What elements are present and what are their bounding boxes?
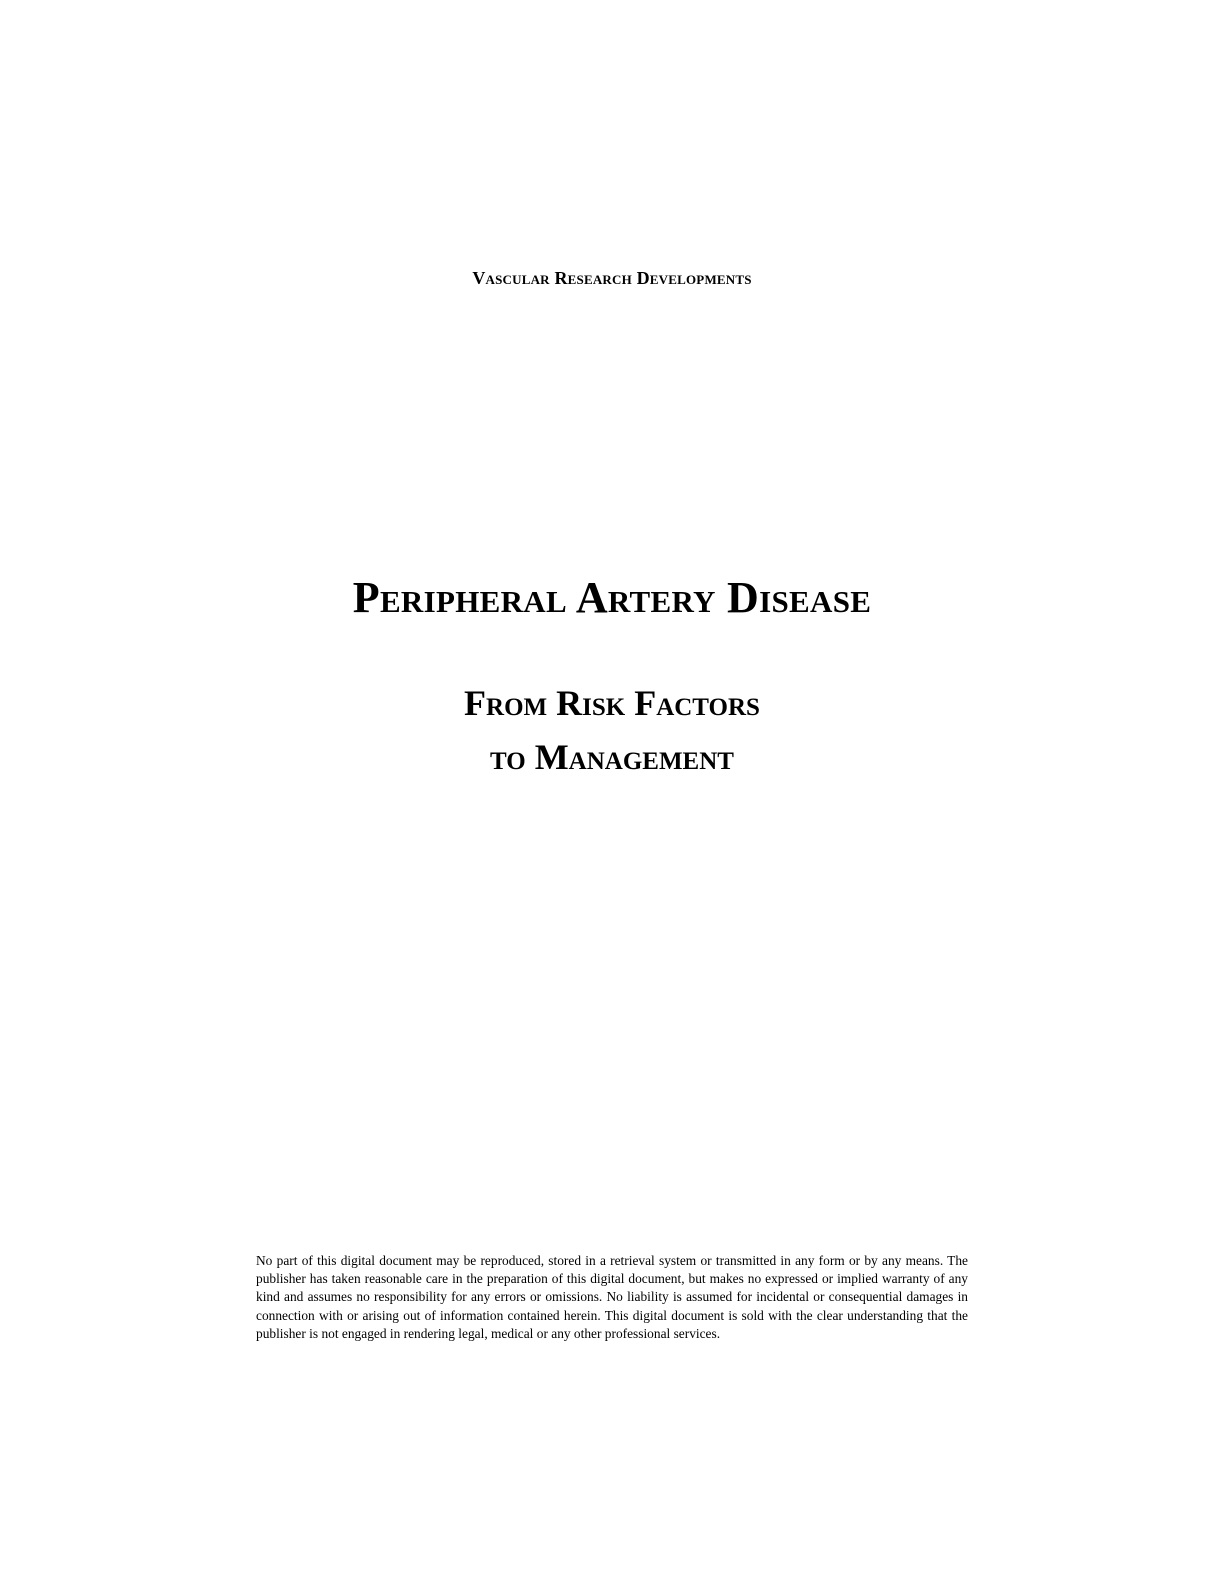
- copyright-disclaimer: No part of this digital document may be reproduced, stored in a retrieval system or transmitted in any form or by any means. The publisher has taken reasonable care in the preparation of this digital document, but makes no expressed or implied warranty of any kind and assumes no responsibility for any errors or omissions. No liability is assumed for incidental or consequential damages in connection with or arising out of information contained herein. This digital document is sold with the clear understanding that the publisher is not engaged in rendering legal, medical or any other professional services.: [256, 1253, 968, 1341]
- book-title: Peripheral Artery Disease: [352, 573, 872, 622]
- subtitle-line-1: From Risk Factors: [464, 683, 760, 723]
- book-subtitle: [0, 676, 1224, 784]
- subtitle-line-2: to Management: [490, 737, 734, 777]
- series-title: Vascular Research Developments: [472, 268, 752, 288]
